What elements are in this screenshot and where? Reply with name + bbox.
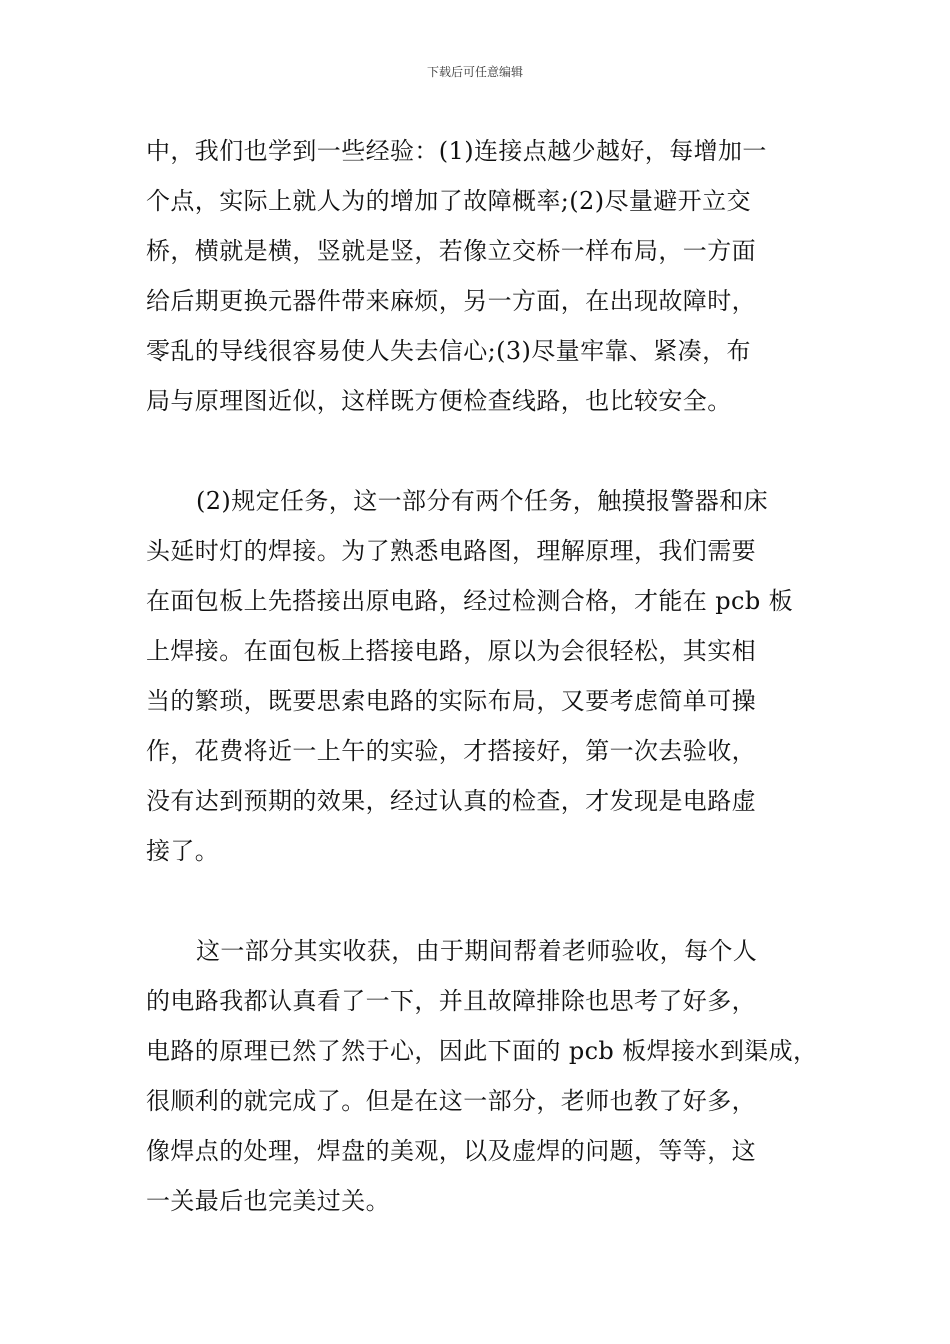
text-line: 桥，横就是横，竖就是竖，若像立交桥一样布局，一方面 (146, 237, 756, 265)
text-line: 给后期更换元器件带来麻烦，另一方面，在出现故障时， (146, 287, 756, 315)
text-line: 接了。 (146, 837, 220, 865)
text-line: 个点，实际上就人为的增加了故障概率;(2)尽量避开立交 (146, 187, 751, 215)
text-line: 头延时灯的焊接。为了熟悉电路图，理解原理，我们需要 (146, 537, 756, 565)
text-line: 上焊接。在面包板上搭接电路，原以为会很轻松，其实相 (146, 637, 756, 665)
paragraph-spacer (146, 876, 818, 926)
text-line: 没有达到预期的效果，经过认真的检查，才发现是电路虚 (146, 787, 756, 815)
page-header: 下载后可任意编辑 (426, 65, 523, 79)
text-line: 的电路我都认真看了一下，并且故障排除也思考了好多， (146, 987, 756, 1015)
text-line: 这一部分其实收获，由于期间帮着老师验收，每个人 (196, 937, 758, 965)
text-line: 作，花费将近一上午的实验，才搭接好，第一次去验收， (146, 737, 756, 765)
text-line: 很顺利的就完成了。但是在这一部分，老师也教了好多， (146, 1087, 756, 1115)
text-line: 在面包板上先搭接出原电路，经过检测合格，才能在 pcb 板 (146, 587, 794, 615)
paragraph-2 (146, 476, 818, 876)
text-line: 中，我们也学到一些经验：(1)连接点越少越好，每增加一 (146, 137, 767, 165)
text-line: 当的繁琐，既要思索电路的实际布局，又要考虑简单可操 (146, 687, 756, 715)
text-line: 局与原理图近似，这样既方便检查线路，也比较安全。 (146, 387, 732, 415)
paragraph-3 (146, 926, 818, 1226)
paragraph-spacer (146, 426, 818, 476)
text-line: 一关最后也完美过关。 (146, 1187, 390, 1215)
text-line: 像焊点的处理，焊盘的美观，以及虚焊的问题，等等，这 (146, 1137, 756, 1165)
paragraph-1 (146, 126, 818, 426)
text-line: (2)规定任务，这一部分有两个任务，触摸报警器和床 (196, 487, 768, 515)
document-body (146, 126, 818, 1226)
text-line: 电路的原理已然了然于心，因此下面的 pcb 板焊接水到渠成， (146, 1037, 818, 1065)
text-line: 零乱的导线很容易使人失去信心;(3)尽量牢靠、紧凑，布 (146, 337, 751, 365)
